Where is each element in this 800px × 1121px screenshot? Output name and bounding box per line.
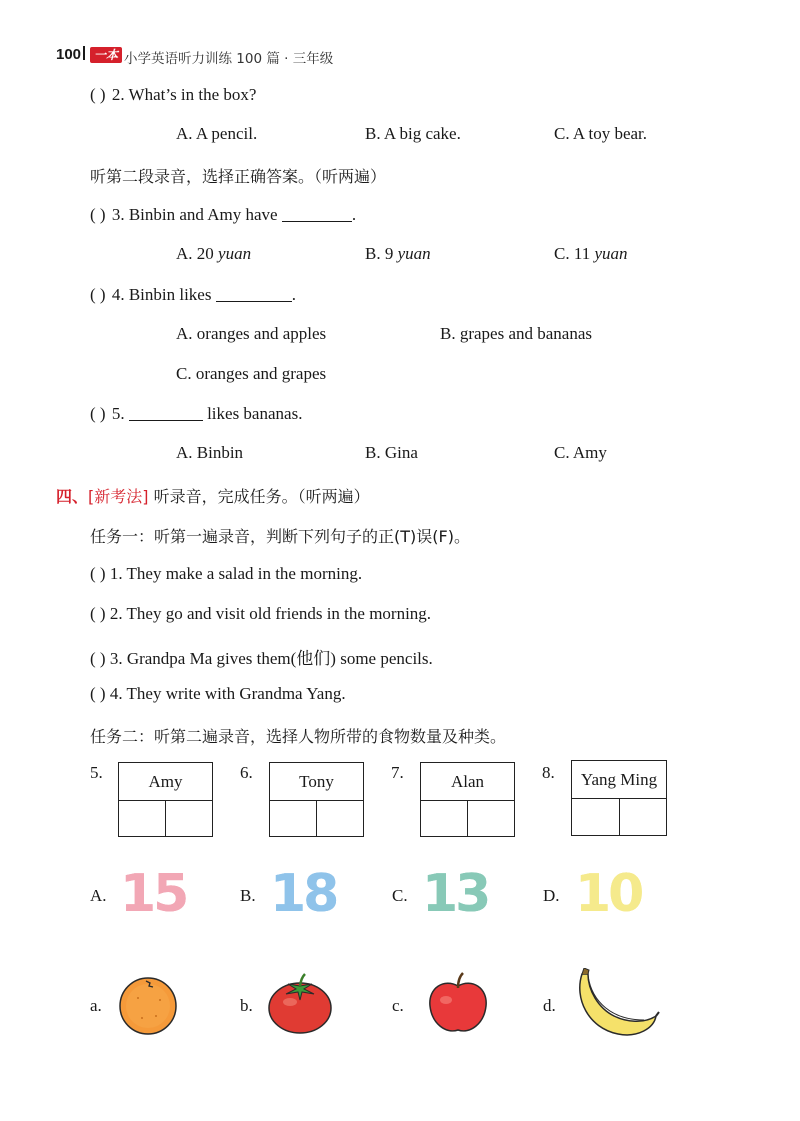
q2-option-c: C. A toy bear. <box>554 124 648 143</box>
number-15: 15 <box>120 864 187 924</box>
number-cell[interactable] <box>421 801 467 837</box>
q5-option-a: A. Binbin <box>176 443 244 462</box>
number-18: 18 <box>270 864 337 924</box>
q3-option-c: C. 11 yuan <box>554 244 628 263</box>
person-number: 5. <box>90 763 103 782</box>
page-number: 100 <box>56 46 85 63</box>
question-3: ( ) 3. Binbin and Amy have . <box>90 205 357 224</box>
number-cell[interactable] <box>119 801 165 837</box>
section-instruction: 听第二段录音，选择正确答案。（听两遍） <box>90 167 387 186</box>
question-4: ( ) 4. Binbin likes . <box>90 285 296 304</box>
q3-option-b: B. 9 yuan <box>365 244 431 263</box>
answer-box-yang-ming[interactable]: Yang Ming <box>571 760 667 836</box>
q5-option-b: B. Gina <box>365 443 418 462</box>
task-1-title: 任务一：听第一遍录音，判断下列句子的正(T)误(F)。 <box>90 527 470 546</box>
person-number: 6. <box>240 763 253 782</box>
orange-icon <box>116 972 180 1036</box>
food-cell[interactable] <box>619 799 667 835</box>
number-option-letter: B. <box>240 886 256 905</box>
answer-blank[interactable] <box>216 287 292 302</box>
food-cell[interactable] <box>467 801 514 837</box>
q2-option-a: A. A pencil. <box>176 124 258 143</box>
food-option-letter: a. <box>90 996 102 1015</box>
food-option-letter: b. <box>240 996 253 1015</box>
number-option-letter: A. <box>90 886 107 905</box>
q4-option-a: A. oranges and apples <box>176 324 327 343</box>
food-option-letter: c. <box>392 996 404 1015</box>
q4-option-c: C. oranges and grapes <box>176 364 327 383</box>
q5-option-c: C. Amy <box>554 443 607 462</box>
task1-item: ( ) 3. Grandpa Ma gives them(他们) some pencils. <box>90 649 433 668</box>
task-2-title: 任务二：听第二遍录音，选择人物所带的食物数量及种类。 <box>90 727 507 746</box>
part-4-heading: 四、[新考法] 听录音，完成任务。（听两遍） <box>56 487 370 506</box>
question-5: ( ) 5. likes bananas. <box>90 404 303 423</box>
tomato-icon <box>266 968 334 1036</box>
book-title: 小学英语听力训练 100 篇 · 三年级 <box>124 51 334 67</box>
number-cell[interactable] <box>270 801 316 837</box>
answer-box-alan[interactable]: Alan <box>420 762 515 837</box>
number-10: 10 <box>575 864 642 924</box>
number-option-letter: D. <box>543 886 560 905</box>
food-cell[interactable] <box>316 801 363 837</box>
publisher-logo: 一本 <box>90 47 122 63</box>
q2-option-b: B. A big cake. <box>365 124 461 143</box>
task1-item: ( ) 4. They write with Grandma Yang. <box>90 684 346 703</box>
apple-icon <box>424 968 492 1036</box>
food-option-letter: d. <box>543 996 556 1015</box>
answer-blank[interactable] <box>129 406 203 421</box>
person-number: 8. <box>542 763 555 782</box>
answer-box-amy[interactable]: Amy <box>118 762 213 837</box>
food-cell[interactable] <box>165 801 212 837</box>
banana-icon <box>574 968 660 1040</box>
number-cell[interactable] <box>572 799 619 835</box>
q3-option-a: A. 20 yuan <box>176 244 252 263</box>
answer-box-tony[interactable]: Tony <box>269 762 364 837</box>
question-2: ( ) 2. What’s in the box? <box>90 85 257 104</box>
task1-item: ( ) 1. They make a salad in the morning. <box>90 564 363 583</box>
q4-option-b: B. grapes and bananas <box>440 324 593 343</box>
number-13: 13 <box>422 864 489 924</box>
number-option-letter: C. <box>392 886 408 905</box>
task1-item: ( ) 2. They go and visit old friends in the morning. <box>90 604 432 623</box>
answer-blank[interactable] <box>282 207 352 222</box>
person-number: 7. <box>391 763 404 782</box>
